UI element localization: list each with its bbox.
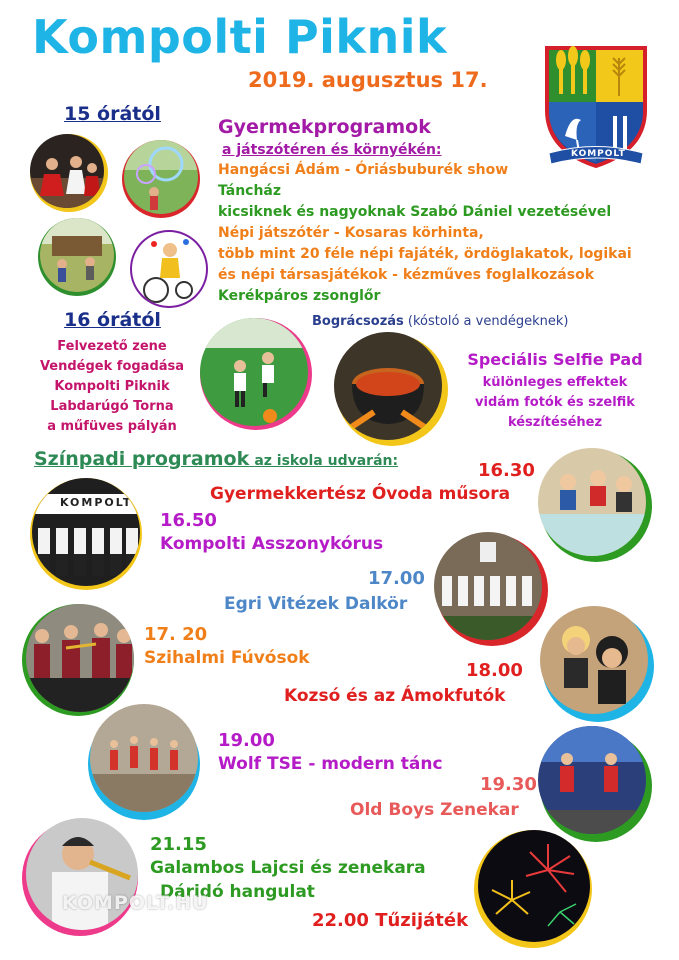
children-programs-heading: Gyermekprogramok [218,116,431,138]
goulash-pot-photo [334,332,442,440]
brass-band-photo [26,604,134,712]
act-wolf: Wolf TSE - modern tánc [218,754,443,774]
playground-subheading: a játszótéren és környékén: [222,142,442,158]
football-line-2: Vendégek fogadása [39,359,185,374]
selfie-line-1: különleges effektek [482,375,628,390]
time-1900: 19.00 [218,730,275,751]
time-15: 15 órától [64,103,161,125]
folk-playground-photo [40,218,114,292]
program-line-2: Táncház [218,183,282,199]
program-line-4: Népi játszótér - Kosaras körhinta, [218,225,484,241]
choir-banner: KOMPOLTI [60,496,139,509]
program-line-7: Kerékpáros zsonglőr [218,288,381,304]
program-line-3: kicsiknek és nagyoknak Szabó Dániel vezetésével [218,204,612,220]
page-title: Kompolti Piknik [32,10,448,64]
act-kindergarten: Gyermekkertész Óvoda műsora [210,484,511,504]
act-kozso: Kozsó és az Ámokfutók [284,686,506,706]
program-line-1: Hangácsi Ádám - Óriásbuburék show [218,162,509,178]
act-dalkor: Egri Vitézek Dalkör [224,594,408,614]
program-line-5: több mint 20 féle népi fajáték, ördöglakatok, logikai [218,246,632,262]
football-line-1: Felvezető zene [57,339,167,354]
folk-dance-photo [30,134,104,208]
time-16: 16 órától [64,309,161,331]
time-2115: 21.15 [150,834,207,855]
football-line-4: Labdarúgó Torna [50,399,174,414]
time-1930: 19.30 [480,774,537,795]
event-date: 2019. augusztus 17. [248,68,488,92]
goulash-label [312,314,568,329]
football-lines [22,337,202,437]
act-galambos-sub: Dáridó hangulat [160,882,315,902]
time-1630: 16.30 [478,460,535,481]
old-boys-photo [538,726,646,834]
football-line-5: a műfüves pályán [47,419,177,434]
act-galambos: Galambos Lajcsi és zenekara [150,858,426,878]
selfie-pad-title: Speciális Selfie Pad [467,350,643,369]
goulash-bold: Bográcsozás [312,314,404,329]
kompolt-crest-logo [537,40,655,170]
act-choir: Kompolti Asszonykórus [160,534,384,554]
modern-dance-photo [90,704,198,812]
dalkor-photo [434,532,542,640]
selfie-line-2: vidám fotók és szelfik [475,395,635,410]
program-line-6: és népi társasjátékok - kézműves foglalkozások [218,267,595,283]
time-1720: 17. 20 [144,624,208,645]
football-photo [200,318,308,426]
crest-label: KOMPOLT [571,149,626,159]
football-line-3: Kompolti Piknik [54,379,170,394]
goulash-note: (kóstoló a vendégeknek) [407,314,569,329]
time-1650: 16.50 [160,510,217,531]
act-oldboys: Old Boys Zenekar [350,800,519,820]
time-1700: 17.00 [368,568,425,589]
kozso-photo [540,606,648,714]
stage-heading-rest: az iskola udvarán: [254,453,399,469]
stage-heading-bold: Színpadi programok [34,448,250,470]
selfie-line-3: készítéséhez [507,415,603,430]
kindergarten-photo [538,448,646,556]
fireworks-label: 22.00 Tűzijáték [312,910,469,931]
act-brass: Szihalmi Fúvósok [144,648,310,668]
bicycle-juggler-photo [132,232,206,306]
time-1800: 18.00 [466,660,523,681]
selfie-pad-lines [440,373,670,433]
fireworks-photo [478,830,590,942]
bubble-show-photo [124,140,198,214]
watermark: KOMPOLT.HU [62,892,209,914]
stage-heading [34,448,398,470]
choir-photo [32,478,140,586]
